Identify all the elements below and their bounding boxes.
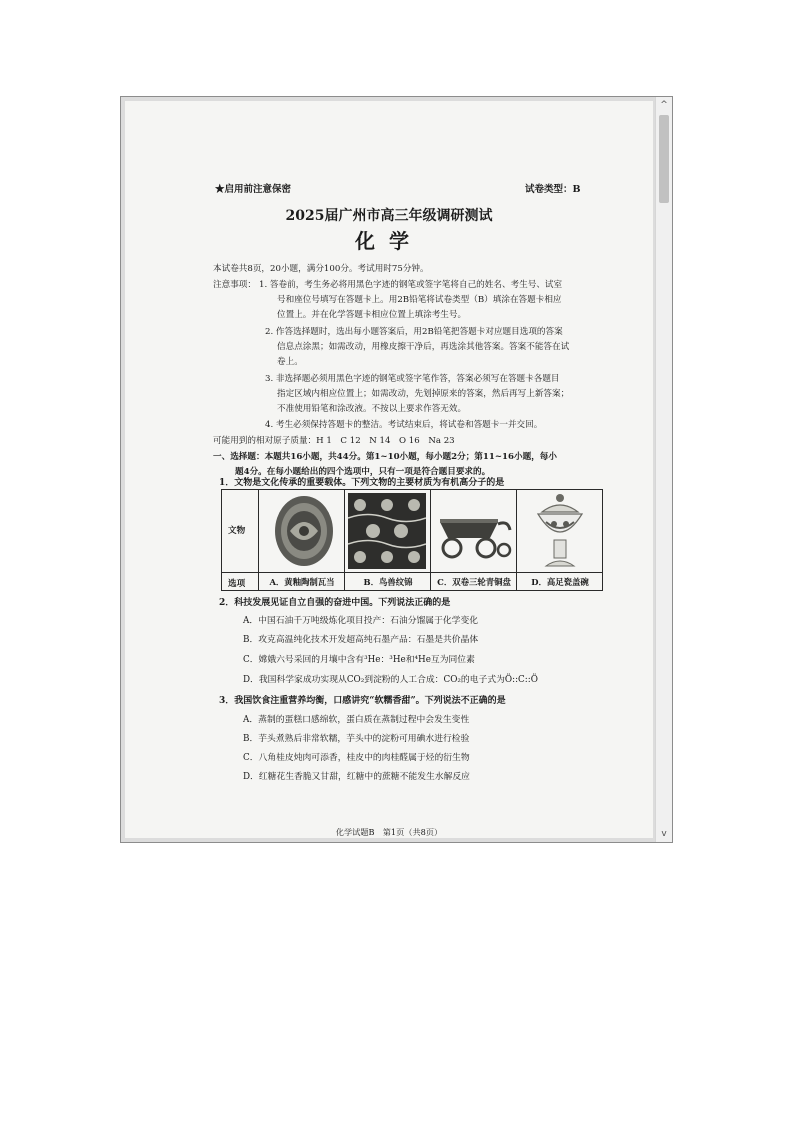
question-3-option-c: C．八角桂皮炖肉可添香，桂皮中的肉桂醛属于烃的衍生物 bbox=[243, 753, 470, 763]
option-c-caption: C．双卷三轮青铜盘 bbox=[437, 577, 511, 587]
section-heading-cont: 题4分。在每小题给出的四个选项中，只有一项是符合题目要求的。 bbox=[235, 467, 491, 477]
question-3-option-d: D．红糖花生香脆又甘甜，红糖中的蔗糖不能发生水解反应 bbox=[243, 772, 470, 782]
paper-type: 试卷类型：B bbox=[525, 184, 581, 195]
vertical-scrollbar[interactable] bbox=[655, 97, 672, 842]
roof-tile-image bbox=[274, 493, 334, 569]
question-2-option-a: A．中国石油千万吨级炼化项目投产：石油分馏属于化学变化 bbox=[243, 616, 479, 626]
scroll-down-arrow-icon[interactable]: v bbox=[661, 829, 667, 839]
note-line: 指定区域内相应位置上；如需改动，先划掉原来的答案，然后再写上新答案； bbox=[277, 389, 570, 399]
question-3-option-b: B．芋头煮熟后非常软糯，芋头中的淀粉可用碘水进行检验 bbox=[243, 734, 470, 744]
question-1-stem: 1．文物是文化传承的重要载体。下列文物的主要材质为有机高分子的是 bbox=[219, 478, 505, 488]
note-line: 4. 考生必须保持答题卡的整洁。考试结束后，将试卷和答题卡一并交回。 bbox=[265, 420, 543, 430]
confidential-mark: ★启用前注意保密 bbox=[215, 184, 292, 195]
subject-title: 化学 bbox=[355, 229, 423, 253]
question-2-option-b: B．攻克高温纯化技术开发超高纯石墨产品：石墨是共价晶体 bbox=[243, 635, 479, 645]
row-label-artifact: 文物 bbox=[228, 526, 246, 536]
artifact-table bbox=[221, 489, 603, 591]
scroll-thumb[interactable] bbox=[659, 115, 669, 203]
note-line: 信息点涂黑；如需改动，用橡皮擦干净后，再选涂其他答案。答案不能答在试 bbox=[277, 342, 570, 352]
row-label-option: 选项 bbox=[228, 579, 246, 589]
note-line: 号和座位号填写在答题卡上。用2B铅笔将试卷类型（B）填涂在答题卡相应 bbox=[277, 295, 562, 305]
brocade-image bbox=[348, 493, 426, 569]
page-footer: 化学试题B 第1页（共8页） bbox=[335, 827, 443, 837]
note-line: 2. 作答选择题时，选出每小题答案后，用2B铅笔把答题卡对应题目选项的答案 bbox=[265, 327, 563, 337]
atomic-masses: 可能用到的相对原子质量：H 1 C 12 N 14 O 16 Na 23 bbox=[213, 436, 455, 446]
note-line: 位置上。并在化学答题卡相应位置上填涂考生号。 bbox=[277, 310, 467, 320]
note-line: 卷上。 bbox=[277, 357, 303, 367]
option-b-caption: B．鸟兽纹锦 bbox=[363, 577, 413, 587]
option-a-caption: A．黄釉陶制瓦当 bbox=[269, 577, 335, 587]
question-2-option-d: D．我国科学家成功实现从CO₂到淀粉的人工合成：CO₂的电子式为Ö::C::Ö bbox=[243, 675, 538, 685]
note-line: 1. 答卷前，考生务必将用黑色字迹的钢笔或签字笔将自己的姓名、考生号、试室 bbox=[259, 280, 563, 290]
exam-title: 2025届广州市高三年级调研测试 bbox=[285, 208, 493, 224]
option-d-caption: D．高足瓷盖碗 bbox=[531, 577, 589, 587]
bronze-tray-image bbox=[436, 510, 512, 562]
question-2-stem: 2．科技发展见证自立自强的奋进中国。下列说法正确的是 bbox=[219, 598, 451, 608]
porcelain-bowl-image bbox=[532, 492, 588, 570]
question-3-option-a: A．蒸制的蛋糕口感绵软，蛋白质在蒸制过程中会发生变性 bbox=[243, 715, 470, 725]
exam-info: 本试卷共8页，20小题，满分100分。考试用时75分钟。 bbox=[213, 264, 429, 274]
scanned-page bbox=[125, 101, 653, 838]
scroll-up-arrow-icon[interactable]: ^ bbox=[660, 100, 668, 110]
note-line: 3. 非选择题必须用黑色字迹的钢笔或签字笔作答，答案必须写在答题卡各题目 bbox=[265, 374, 560, 384]
question-2-option-c: C．嫦娥六号采回的月壤中含有³He：³He和⁴He互为同位素 bbox=[243, 655, 475, 665]
notes-label: 注意事项： bbox=[213, 280, 256, 290]
document-viewer bbox=[120, 96, 673, 843]
note-line: 不准使用铅笔和涂改液。不按以上要求作答无效。 bbox=[277, 404, 467, 414]
section-heading: 一、选择题：本题共16小题，共44分。第1~10小题，每小题2分；第11~16小题，每小 bbox=[213, 452, 557, 462]
question-3-stem: 3．我国饮食注重营养均衡，口感讲究“软糯香甜”。下列说法不正确的是 bbox=[219, 696, 506, 706]
